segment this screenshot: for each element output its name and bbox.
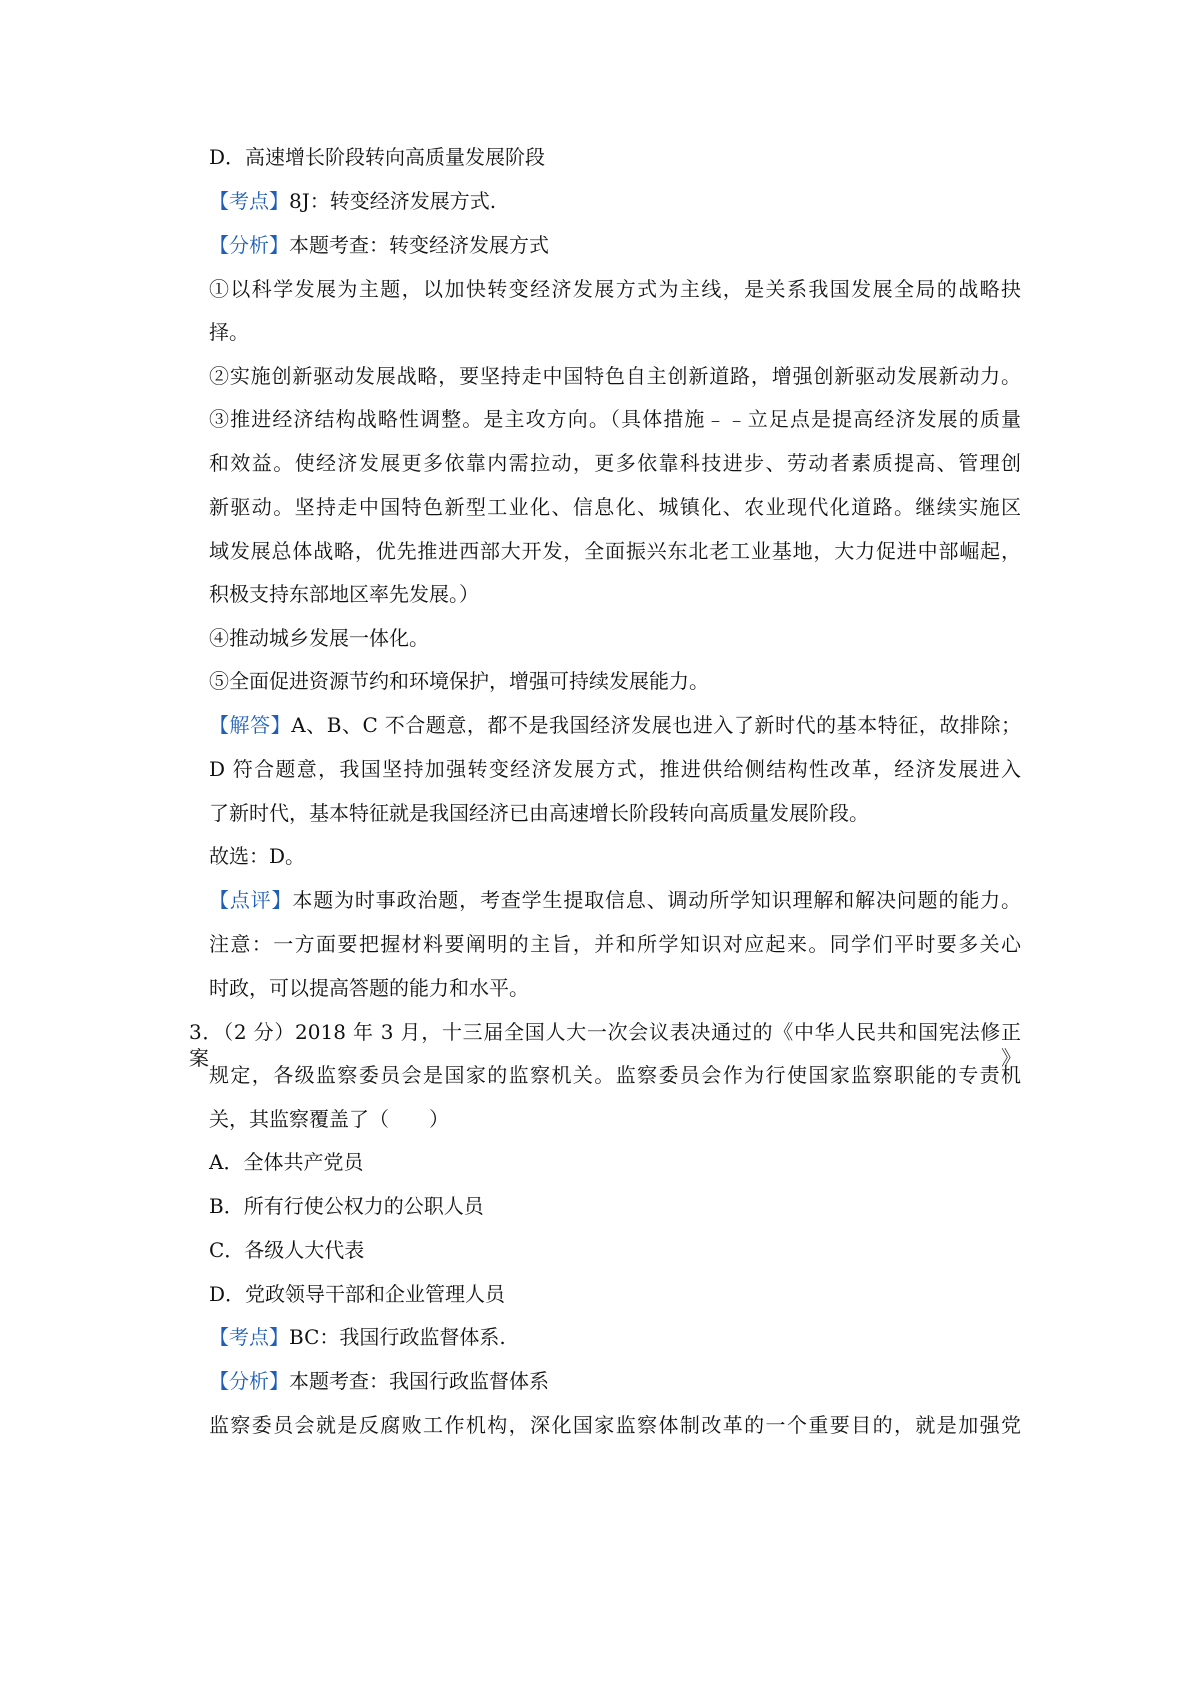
q3-fenxi-tag: 【分析】	[209, 1369, 289, 1393]
q2-answer: 故选：D。	[209, 844, 306, 868]
jieda-tag: 【解答】	[209, 713, 292, 737]
dianping-tag: 【点评】	[209, 888, 293, 912]
q2-point-3e: 积极支持东部地区率先发展。）	[209, 582, 479, 606]
q2-point-1b: 择。	[209, 320, 249, 344]
q2-dianping-b: 注意：一方面要把握材料要阐明的主旨，并和所学知识对应起来。同学们平时要多关心	[209, 932, 1021, 956]
q2-fenxi	[209, 232, 549, 258]
q2-dianping-c: 时政，可以提高答题的能力和水平。	[209, 976, 529, 1000]
q2-point-5: ⑤全面促进资源节约和环境保护，增强可持续发展能力。	[209, 669, 709, 693]
q3-kaodian-tag: 【考点】	[209, 1325, 289, 1349]
q2-point-3c: 新驱动。坚持走中国特色新型工业化、信息化、城镇化、农业现代化道路。继续实施区	[209, 495, 1021, 519]
q2-jieda	[209, 712, 1021, 738]
q3-option-c: C．各级人大代表	[209, 1238, 365, 1262]
kaodian-tag: 【考点】	[209, 189, 289, 213]
q3-kaodian-text: BC：我国行政监督体系.	[289, 1325, 506, 1349]
q3-number: 3．	[189, 1020, 224, 1044]
fenxi-tag: 【分析】	[209, 233, 289, 257]
q2-point-3b: 和效益。使经济发展更多依靠内需拉动，更多依靠科技进步、劳动者素质提高、管理创	[209, 451, 1021, 475]
q2-option-d: D．高速增长阶段转向高质量发展阶段	[209, 145, 546, 169]
jieda-text-a: A、B、C 不合题意，都不是我国经济发展也进入了新时代的基本特征，故排除；	[291, 713, 1022, 737]
q2-point-3a: ③推进经济结构战略性调整。是主攻方向。（具体措施﹣﹣立足点是提高经济发展的质量	[209, 407, 1021, 431]
q3-stem-b: 规定，各级监察委员会是国家的监察机关。监察委员会作为行使国家监察职能的专责机	[209, 1063, 1021, 1087]
q3-stem-c: 关，其监察覆盖了（ ）	[209, 1107, 449, 1131]
q2-jieda-b: D 符合题意，我国坚持加强转变经济发展方式，推进供给侧结构性改革，经济发展进入	[209, 757, 1021, 781]
q3-option-b: B．所有行使公权力的公职人员	[209, 1194, 484, 1218]
q3-fenxi-p1: 监察委员会就是反腐败工作机构，深化国家监察体制改革的一个重要目的，就是加强党	[209, 1413, 1021, 1437]
q2-dianping	[209, 887, 1021, 913]
q2-kaodian	[209, 188, 496, 214]
kaodian-text: 8J：转变经济发展方式.	[289, 189, 497, 213]
dianping-text-a: 本题为时事政治题，考查学生提取信息、调动所学知识理解和解决问题的能力。	[292, 888, 1022, 912]
q2-point-1a: ①以科学发展为主题，以加快转变经济发展方式为主线，是关系我国发展全局的战略抉	[209, 277, 1021, 301]
q2-point-4: ④推动城乡发展一体化。	[209, 626, 429, 650]
q3-option-d: D．党政领导干部和企业管理人员	[209, 1282, 506, 1306]
q2-point-2: ②实施创新驱动发展战略，要坚持走中国特色自主创新道路，增强创新驱动发展新动力。	[209, 364, 1021, 388]
q3-fenxi-text: 本题考查：我国行政监督体系	[289, 1369, 549, 1393]
q3-stem-text-a: （2 分）2018 年 3 月，十三届全国人大一次会议表决通过的《中华人民共和国宪法修正案》	[189, 1020, 1021, 1070]
q2-jieda-c: 了新时代，基本特征就是我国经济已由高速增长阶段转向高质量发展阶段。	[209, 801, 869, 825]
fenxi-text: 本题考查：转变经济发展方式	[289, 233, 549, 257]
q3-fenxi	[209, 1368, 549, 1394]
q3-kaodian	[209, 1324, 506, 1350]
q3-option-a: A．全体共产党员	[209, 1150, 364, 1174]
q2-point-3d: 域发展总体战略，优先推进西部大开发，全面振兴东北老工业基地，大力促进中部崛起，	[209, 539, 1021, 563]
